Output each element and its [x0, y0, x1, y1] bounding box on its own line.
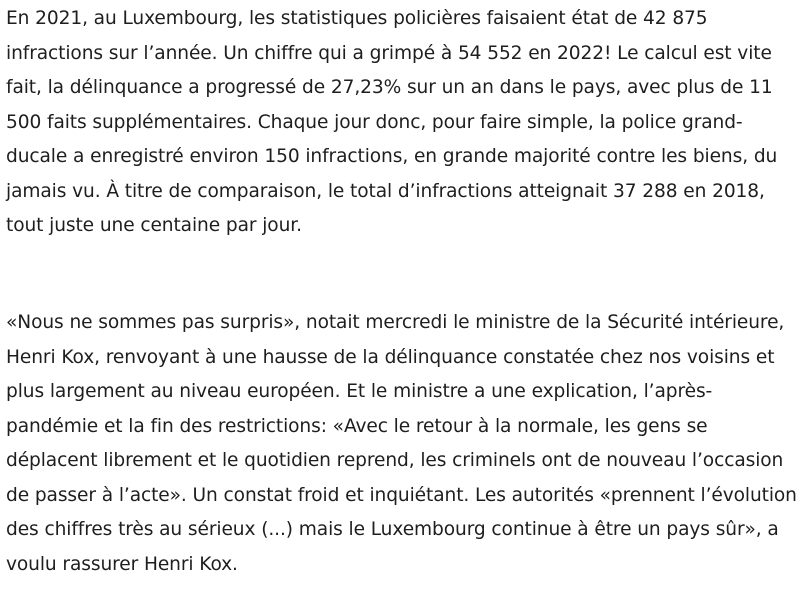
article-paragraph-minister-quote: «Nous ne sommes pas surpris», notait mercredi le ministre de la Sécurité intérieure, Henri Kox, renvoyant à une hausse de la délinquance constatée chez nos voisins et plus largement au niveau européen. Et le ministre a une explication, l’après-pandémie et la fin des restrictions: «Avec le retour à la normale, les gens se déplacent librement et le quotidien reprend, les criminels ont de nouveau l’occasion de passer à l’acte». Un constat froid et inquiétant. Les autorités «prennent l’évolution des chiffres très au sérieux (...) mais le Luxembourg continue à être un pays sûr», a voulu rassurer Henri Kox.	[6, 312, 797, 575]
article-paragraph-statistics: En 2021, au Luxembourg, les statistiques policières faisaient état de 42 875 infractions sur l’année. Un chiffre qui a grimpé à 54 552 en 2022! Le calcul est vite fait, la délinquance a progressé de 27,23% sur un an dans le pays, avec plus de 11 500 faits supplémentaires. Chaque jour donc, pour faire simple, la police grand-ducale a enregistré environ 150 infractions, en grande majorité contre les biens, du jamais vu. À titre de comparaison, le total d’infractions atteignait 37 288 en 2018, tout juste une centaine par jour.	[6, 8, 778, 236]
